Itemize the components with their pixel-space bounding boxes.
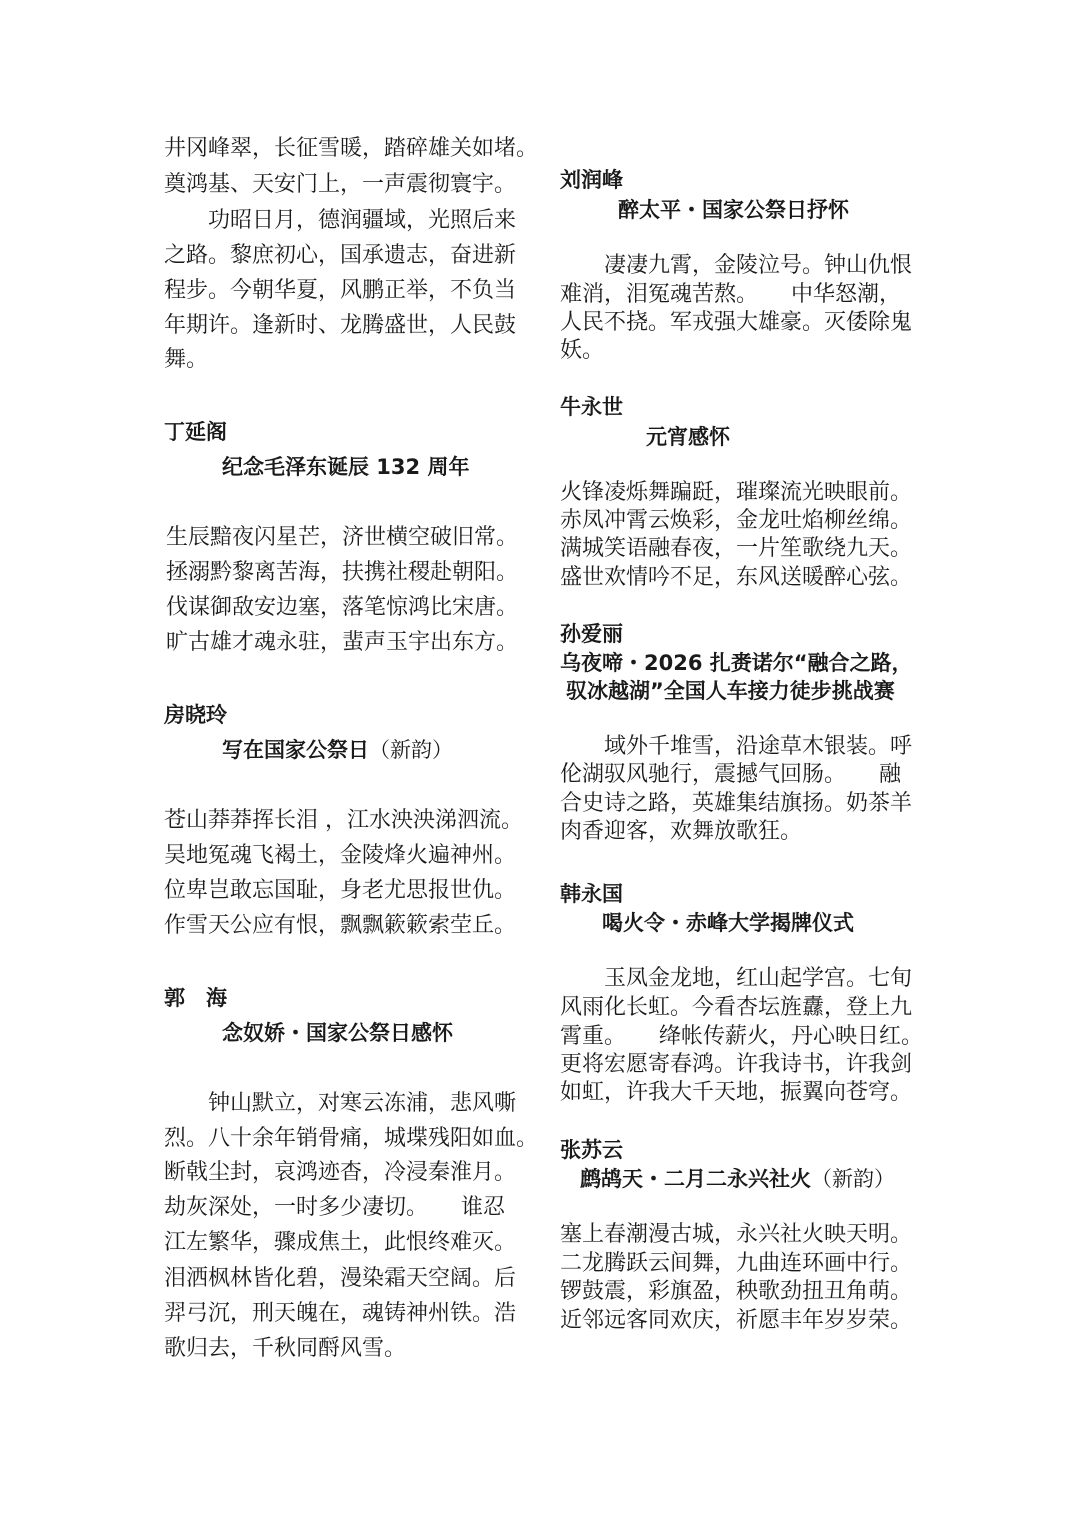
poem-title: 写在国家公祭日（新韵）	[222, 738, 453, 762]
poem-line: 霄重。 绛帐传薪火，丹心映日红。	[560, 1024, 924, 1049]
poem-author: 郭 海	[164, 986, 227, 1010]
poem-line: 江左繁华，骤成焦土，此恨终难灭。	[164, 1230, 517, 1255]
poem-line: 人民不挠。军戎强大雄豪。灭倭除鬼	[560, 310, 913, 335]
poem-line: 伐谋御敌安边塞，落笔惊鸿比宋唐。	[166, 595, 519, 620]
poem-line: 满城笑语融春夜，一片笙歌绕九天。	[560, 536, 913, 561]
poem-author: 韩永国	[560, 882, 623, 906]
poem-line: 凄凄九霄，金陵泣号。钟山仇恨	[560, 253, 913, 278]
poem-author: 孙爱丽	[560, 622, 623, 646]
poem-author: 刘润峰	[560, 168, 623, 192]
poem-author: 张苏云	[560, 1138, 623, 1162]
poem-line: 如虹，许我大千天地，振翼向苍穹。	[560, 1080, 913, 1105]
poem-line: 年期许。逢新时、龙腾盛世，人民鼓	[164, 313, 517, 338]
poem-line: 作雪天公应有恨，飘飘簌簌索茔丘。	[164, 913, 517, 938]
poem-line: 程步。今朝华夏，风鹏正举，不负当	[164, 278, 517, 303]
poem-line: 锣鼓震，彩旗盈，秧歌劲扭丑角萌。	[560, 1279, 913, 1304]
poem-line: 吴地冤魂飞褐土，金陵烽火遍神州。	[164, 843, 517, 868]
poem-line: 合史诗之路，英雄集结旗扬。奶茶羊	[560, 791, 913, 816]
poem-title: 乌夜啼・2026 扎赉诺尔“融合之路，	[560, 651, 913, 675]
poem-author: 丁延阁	[164, 420, 227, 444]
poem-line: 之路。黎庶初心，国承遗志，奋进新	[164, 243, 517, 268]
poem-line: 塞上春潮漫古城，永兴社火映天明。	[560, 1222, 913, 1247]
poem-line: 井冈峰翠，长征雪暖，踏碎雄关如堵。	[164, 136, 539, 161]
poem-line: 舞。	[164, 347, 209, 372]
poem-line: 更将宏愿寄春鸿。许我诗书，许我剑	[560, 1052, 913, 1077]
poem-line: 难消，泪冤魂苦熬。 中华怒潮，	[560, 282, 902, 307]
poem-line: 域外千堆雪，沿途草木银装。呼	[560, 734, 913, 759]
poem-author: 牛永世	[560, 395, 623, 419]
poem-title: 元宵感怀	[646, 425, 730, 449]
poem-line: 奠鸿基、天安门上，一声震彻寰宇。	[164, 172, 517, 197]
poem-title: 纪念毛泽东诞辰 132 周年	[222, 455, 470, 479]
poem-line: 妖。	[560, 338, 605, 363]
poem-line: 肉香迎客，欢舞放歌狂。	[560, 819, 803, 844]
poem-title: 喝火令・赤峰大学揭牌仪式	[602, 911, 854, 935]
poem-line: 玉凤金龙地，红山起学宫。七旬	[560, 966, 913, 991]
poem-line: 功昭日月，德润疆域，光照后来	[164, 208, 517, 233]
poem-title: 鹧鸪天・二月二永兴社火（新韵）	[580, 1167, 895, 1191]
poem-line: 二龙腾跃云间舞，九曲连环画中行。	[560, 1251, 913, 1276]
poem-title: 醉太平・国家公祭日抒怀	[618, 198, 849, 222]
poem-line: 赤凤冲霄云焕彩，金龙吐焰柳丝绵。	[560, 508, 913, 533]
poem-line: 拯溺黔黎离苦海，扶携社稷赴朝阳。	[166, 560, 519, 585]
poem-line: 风雨化长虹。今看杏坛旌纛，登上九	[560, 995, 913, 1020]
poem-line: 烈。八十余年销骨痛，城堞残阳如血。	[164, 1126, 539, 1151]
poem-line: 苍山莽莽挥长泪 ，江水泱泱涕泗流。	[164, 808, 523, 833]
poem-line: 歌归去，千秋同酹风雪。	[164, 1336, 407, 1361]
poem-line: 旷古雄才魂永驻，蜚声玉宇出东方。	[166, 630, 519, 655]
poem-line: 钟山默立，对寒云冻浦，悲风嘶	[164, 1091, 517, 1116]
poem-line: 泪洒枫林皆化碧，漫染霜天空阔。后	[164, 1266, 517, 1291]
poem-line: 位卑岂敢忘国耻，身老尤思报世仇。	[164, 878, 517, 903]
poem-author: 房晓玲	[164, 703, 227, 727]
poem-line: 羿弓沉，刑天魄在，魂铸神州铁。浩	[164, 1301, 517, 1326]
poem-line: 断戟尘封，哀鸿迹杳，冷浸秦淮月。	[164, 1160, 517, 1185]
poem-line: 生辰黯夜闪星芒，济世横空破旧常。	[166, 525, 519, 550]
poem-line: 盛世欢情吟不足，东风送暖醉心弦。	[560, 565, 913, 590]
poem-line: 近邻远客同欢庆，祈愿丰年岁岁荣。	[560, 1308, 913, 1333]
poem-line: 劫灰深处，一时多少凄切。 谁忍	[164, 1195, 506, 1220]
poem-line: 火锋凌烁舞蹁跹，璀璨流光映眼前。	[560, 480, 913, 505]
poem-line: 伦湖驭风驰行，震撼气回肠。 融	[560, 762, 902, 787]
poem-title-continued: 驭冰越湖”全国人车接力徒步挑战赛	[566, 679, 895, 703]
poem-title: 念奴娇・国家公祭日感怀	[222, 1021, 453, 1045]
